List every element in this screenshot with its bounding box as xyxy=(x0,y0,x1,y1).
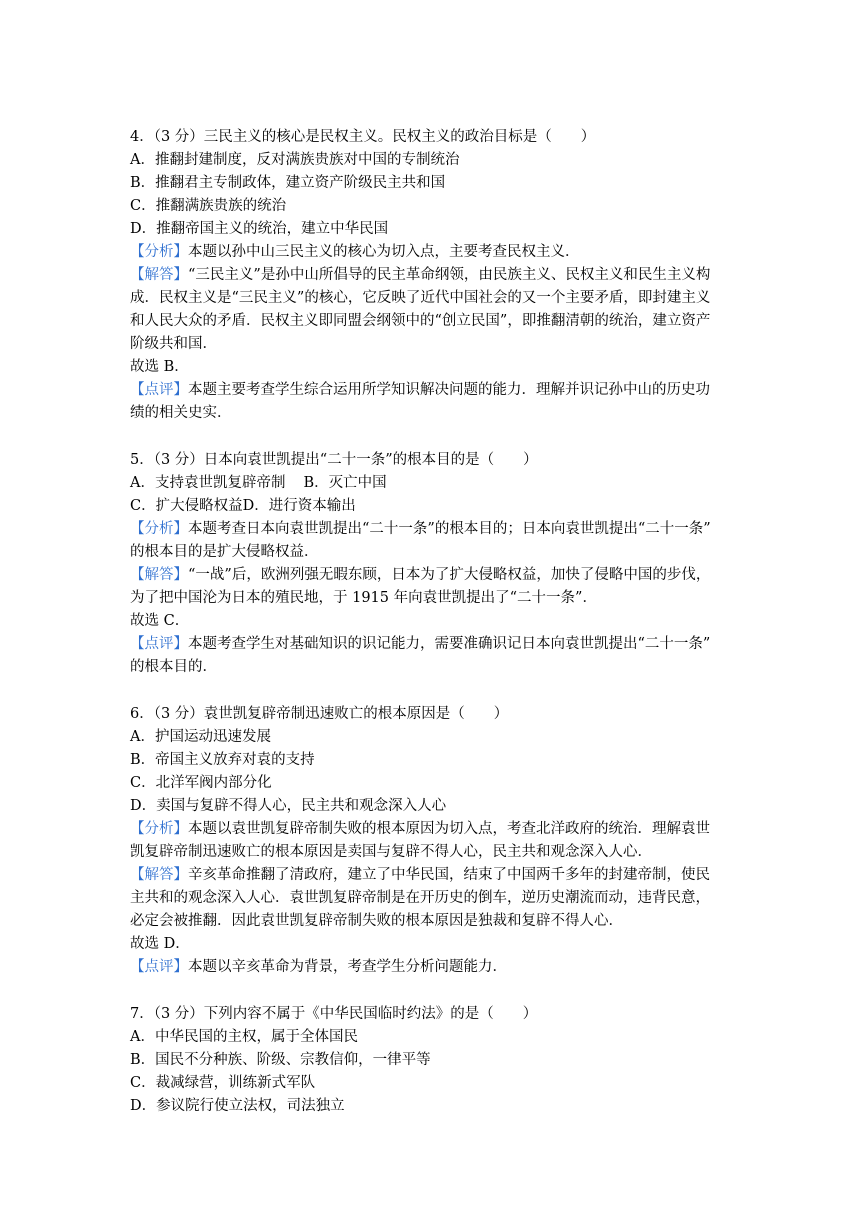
answer xyxy=(130,864,780,887)
analysis-text: 本题以袁世凯复辟帝制失败的根本原因为切入点，考查北洋政府的统治．理解袁世 xyxy=(188,821,710,837)
question-stem: 5．（3 分）日本向袁世凯提出“二十一条”的根本目的是（ ） xyxy=(130,452,538,468)
answer-line: 必定会被推翻．因此袁世凯复辟帝制失败的根本原因是独裁和复辟不得人心． xyxy=(130,913,623,929)
question-stem: 4．（3 分）三民主义的核心是民权主义。民权主义的政治目标是（ ） xyxy=(130,129,596,145)
analysis-line: 的根本目的是扩大侵略权益． xyxy=(130,544,319,560)
answer-tag: 【解答】 xyxy=(130,867,188,883)
option-c: C．裁减绿营，训练新式军队 xyxy=(130,1075,316,1091)
analysis-text: 本题考查日本向袁世凯提出“二十一条”的根本目的；日本向袁世凯提出“二十一条” xyxy=(188,521,711,537)
comment-tag: 【点评】 xyxy=(130,382,188,398)
answer-text: 辛亥革命推翻了清政府，建立了中华民国，结束了中国两千多年的封建帝制，使民 xyxy=(188,867,710,883)
answer-text: “一战”后，欧洲列强无暇东顾，日本为了扩大侵略权益，加快了侵略中国的步伐， xyxy=(188,567,711,583)
option-d: D．卖国与复辟不得人心，民主共和观念深入人心 xyxy=(130,798,447,814)
option-c: C．扩大侵略权益 xyxy=(130,498,243,514)
choice: 故选 B． xyxy=(130,359,189,375)
analysis-line: 凯复辟帝制迅速败亡的根本原因是卖国与复辟不得人心，民主共和观念深入人心． xyxy=(130,844,652,860)
analysis-tag: 【分析】 xyxy=(130,244,188,260)
comment-text: 本题主要考查学生综合运用所学知识解决问题的能力．理解并识记孙中山的历史功 xyxy=(188,382,710,398)
answer-text: “三民主义”是孙中山所倡导的民主革命纲领，由民族主义、民权主义和民生主义构 xyxy=(188,267,711,283)
option-d: D．进行资本输出 xyxy=(242,498,356,514)
option-row xyxy=(130,472,780,495)
answer xyxy=(130,564,780,587)
option-row xyxy=(130,495,780,518)
analysis-text: 本题以孙中山三民主义的核心为切入点，主要考查民权主义． xyxy=(188,244,580,260)
question-stem: 7．（3 分）下列内容不属于《中华民国临时约法》的是（ ） xyxy=(130,1006,538,1022)
answer-line: 成．民权主义是“三民主义”的核心，它反映了近代中国社会的又一个主要矛盾，即封建主义 xyxy=(130,290,711,306)
analysis xyxy=(130,818,780,841)
option-d: D．参议院行使立法权，司法独立 xyxy=(130,1098,345,1114)
comment xyxy=(130,956,780,979)
question-4 xyxy=(130,126,780,425)
comment-text: 本题考查学生对基础知识的识记能力，需要准确识记日本向袁世凯提出“二十一条” xyxy=(188,636,711,652)
option-c: C．推翻满族贵族的统治 xyxy=(130,198,287,214)
answer-tag: 【解答】 xyxy=(130,567,188,583)
analysis-tag: 【分析】 xyxy=(130,821,188,837)
comment-tag: 【点评】 xyxy=(130,636,188,652)
comment-line: 绩的相关史实． xyxy=(130,405,232,421)
answer-line: 为了把中国沦为日本的殖民地，于 1915 年向袁世凯提出了“二十一条”． xyxy=(130,590,597,606)
answer-line: 阶级共和国． xyxy=(130,336,217,352)
option-d: D．推翻帝国主义的统治，建立中华民国 xyxy=(130,221,389,237)
analysis xyxy=(130,518,780,541)
answer-tag: 【解答】 xyxy=(130,267,188,283)
question-stem: 6．（3 分）袁世凯复辟帝制迅速败亡的根本原因是（ ） xyxy=(130,706,509,722)
option-a: A．推翻封建制度，反对满族贵族对中国的专制统治 xyxy=(130,152,460,168)
comment xyxy=(130,379,780,402)
answer-line: 和人民大众的矛盾．民权主义即同盟会纲领中的“创立民国”，即推翻清朝的统治，建立资产 xyxy=(130,313,711,329)
question-5 xyxy=(130,449,780,679)
analysis xyxy=(130,241,780,264)
choice: 故选 D． xyxy=(130,936,190,952)
option-c: C．北洋军阀内部分化 xyxy=(130,775,272,791)
answer-line: 主共和的观念深入人心．袁世凯复辟帝制是在开历史的倒车，逆历史潮流而动，违背民意， xyxy=(130,890,710,906)
comment xyxy=(130,633,780,656)
option-a: A．护国运动迅速发展 xyxy=(130,729,271,745)
question-7 xyxy=(130,1003,780,1118)
answer xyxy=(130,264,780,287)
comment-tag: 【点评】 xyxy=(130,959,188,975)
option-a: A．中华民国的主权，属于全体国民 xyxy=(130,1029,358,1045)
option-b: B．国民不分种族、阶级、宗教信仰，一律平等 xyxy=(130,1052,431,1068)
comment-line: 的根本目的． xyxy=(130,659,217,675)
choice: 故选 C． xyxy=(130,613,190,629)
option-b: B．灭亡中国 xyxy=(303,475,387,491)
question-6 xyxy=(130,703,780,979)
option-b: B．帝国主义放弃对袁的支持 xyxy=(130,752,315,768)
comment-text: 本题以辛亥革命为背景，考查学生分析问题能力． xyxy=(188,959,507,975)
option-a: A．支持袁世凯复辟帝制 xyxy=(130,475,286,491)
analysis-tag: 【分析】 xyxy=(130,521,188,537)
option-b: B．推翻君主专制政体，建立资产阶级民主共和国 xyxy=(130,175,446,191)
